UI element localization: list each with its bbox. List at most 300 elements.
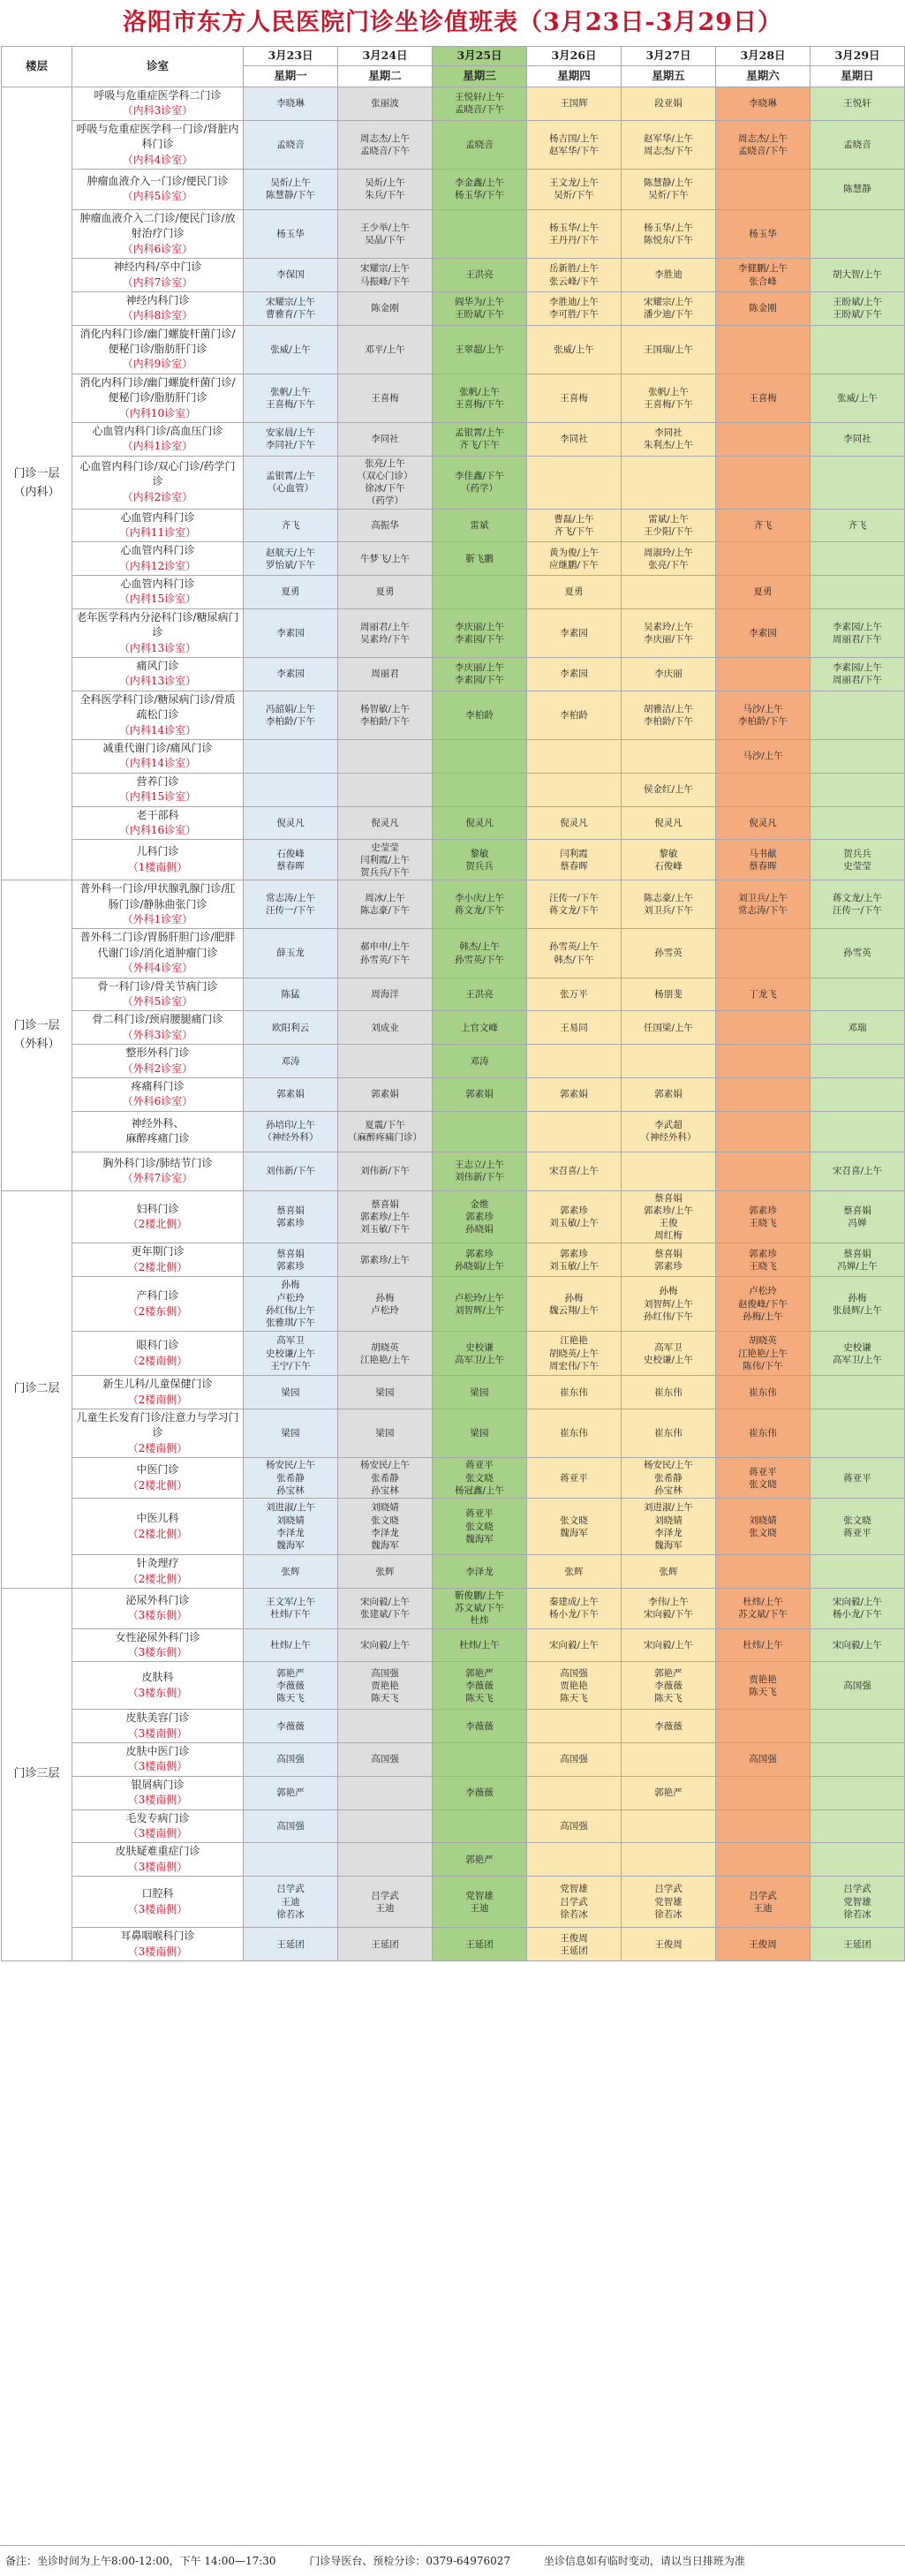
doctor-cell: 贺兵兵 史莹莹 <box>811 840 905 880</box>
schedule-row <box>2 1710 905 1743</box>
dept-cell <box>72 1045 244 1078</box>
dept-name: 减重代谢门诊/痛风门诊 <box>102 741 213 754</box>
dept-room: （内科12诊室） <box>118 559 197 572</box>
doctor-cell <box>622 739 716 773</box>
doctor-cell <box>433 739 527 773</box>
schedule-row <box>2 542 905 576</box>
doctor-cell: 王易同 <box>527 1011 622 1045</box>
doctor-cell: 张帆/上午 王喜梅/下午 <box>622 374 716 422</box>
doctor-cell: 雷斌/上午 王少阳/下午 <box>622 509 716 542</box>
weekday-header: 星期四 <box>527 66 622 87</box>
dept-room: （3楼南侧） <box>127 1902 188 1915</box>
doctor-cell: 安家晨/上午 李同社/下午 <box>244 423 338 457</box>
schedule-row <box>2 1078 905 1112</box>
doctor-cell <box>433 1809 527 1843</box>
schedule-row <box>2 1277 905 1332</box>
weekday-header: 星期五 <box>622 66 716 87</box>
dept-name: 中医儿科 <box>136 1512 179 1525</box>
dept-cell <box>72 374 244 422</box>
doctor-cell: 李素园 <box>244 608 338 657</box>
doctor-cell: 李柏龄 <box>433 691 527 739</box>
dept-room: （3楼东侧） <box>127 1609 188 1622</box>
doctor-cell: 史校谦 高军卫/上午 <box>433 1332 527 1376</box>
doctor-cell <box>811 773 905 806</box>
doctor-cell: 王文龙/上午 吴炘/下午 <box>527 169 622 209</box>
doctor-cell: 周丽君/上午 吴素玲/下午 <box>338 608 433 657</box>
dept-name: 女性泌尿外科门诊 <box>115 1630 200 1643</box>
schedule-row <box>2 120 905 169</box>
dept-room: （2楼南侧） <box>127 1354 188 1367</box>
schedule-row <box>2 209 905 258</box>
doctor-cell: 宋召喜/上午 <box>527 1152 622 1190</box>
doctor-cell: 陈慧静/上午 吴炘/下午 <box>622 169 716 209</box>
doctor-cell: 马沙/上午 李柏龄/下午 <box>716 691 811 739</box>
doctor-cell: 张帆/上午 王喜梅/下午 <box>433 374 527 422</box>
doctor-cell: 黎敏 石俊峰 <box>622 840 716 880</box>
dept-cell <box>72 773 244 806</box>
dept-cell <box>72 608 244 657</box>
doctor-cell: 邓瑞 <box>811 1011 905 1045</box>
dept-room: （内科7诊室） <box>122 276 193 289</box>
doctor-cell: 崔东伟 <box>527 1376 622 1409</box>
doctor-cell: 王文军/上午 杜炜/下午 <box>244 1588 338 1628</box>
doctor-cell: 梁园 <box>433 1409 527 1458</box>
doctor-cell: 吕学武 党智雄 徐若冰 <box>622 1877 716 1928</box>
doctor-cell: 孙梅 刘智辉/上午 孙红伟/下午 <box>622 1277 716 1332</box>
schedule-body <box>2 87 905 1961</box>
doctor-cell: 张辉 <box>244 1555 338 1589</box>
footer-notes <box>0 2545 905 2575</box>
doctor-cell: 邓平/上午 <box>338 325 433 374</box>
doctor-cell: 王国瑞/上午 <box>622 325 716 374</box>
doctor-cell: 高军卫 史校谦/上午 王宁/下午 <box>244 1332 338 1376</box>
doctor-cell: 李素园/上午 周丽君/下午 <box>811 608 905 657</box>
dept-room: （内科11诊室） <box>118 525 197 539</box>
doctor-cell: 杜炜/上午 <box>433 1628 527 1662</box>
dept-cell <box>72 840 244 880</box>
doctor-cell <box>244 1843 338 1877</box>
doctor-cell <box>527 1843 622 1877</box>
doctor-cell: 王俊周 <box>622 1928 716 1961</box>
dept-name: 儿科门诊 <box>136 845 179 858</box>
doctor-cell: 郭素娟 <box>338 1078 433 1112</box>
doctor-cell: 崔东伟 <box>622 1376 716 1409</box>
doctor-cell: 陈志豪/上午 刘卫兵/下午 <box>622 880 716 929</box>
doctor-cell: 齐飞 <box>811 509 905 542</box>
dept-room: （3楼南侧） <box>127 1860 188 1873</box>
schedule-row <box>2 259 905 292</box>
doctor-cell: 高国强 <box>244 1743 338 1777</box>
schedule-row <box>2 806 905 840</box>
dept-room: （内科14诊室） <box>118 757 197 770</box>
doctor-cell: 史校谦 高军卫/上午 <box>811 1332 905 1376</box>
doctor-cell: 夏勇 <box>716 576 811 609</box>
dept-cell <box>72 542 244 576</box>
dept-cell <box>72 120 244 169</box>
footer-phone: 门诊导医台、预检分诊：0379-64976027 <box>309 2555 511 2567</box>
doctor-cell: 刘晓婧 张文晓 <box>716 1499 811 1555</box>
dept-name: 产科门诊 <box>136 1289 179 1303</box>
doctor-cell: 宋向毅/上午 <box>527 1628 622 1662</box>
doctor-cell: 吕学武 党智雄 徐若冰 <box>811 1877 905 1928</box>
footer-hours: 备注：坐诊时间为上午8:00-12:00，下午 14:00—17:30 <box>5 2555 276 2567</box>
doctor-cell: 郭艳严 <box>433 1843 527 1877</box>
weekday-header: 星期日 <box>811 66 905 87</box>
doctor-cell: 张亮/上午 （双心门诊） 徐冰/下午 （药学） <box>338 456 433 509</box>
doctor-cell: 周志杰/上午 孟晓音/下午 <box>338 120 433 169</box>
dept-room: （内科3诊室） <box>122 104 193 117</box>
schedule-row <box>2 509 905 542</box>
doctor-cell: 蔡喜娟 郭素珍/上午 王俊 周红梅 <box>622 1190 716 1243</box>
dept-name: 老干部科 <box>136 808 179 821</box>
dept-name: 消化内科门诊/幽门螺旋杆菌门诊/便秘门诊/脂肪肝门诊 <box>79 327 236 356</box>
dept-name: 呼吸与危重症医学科二门诊 <box>94 89 222 102</box>
doctor-cell: 张威/上午 <box>527 325 622 374</box>
dept-room: （内科10诊室） <box>118 406 197 419</box>
doctor-cell: 靳飞鹏 <box>433 542 527 576</box>
dept-cell <box>72 1111 244 1152</box>
doctor-cell: 胡晓英 江艳艳/上午 陈伟/下午 <box>716 1332 811 1376</box>
doctor-cell <box>527 456 622 509</box>
doctor-cell: 上官文峰 <box>433 1011 527 1045</box>
dept-room: （2楼北侧） <box>127 1478 188 1492</box>
doctor-cell: 王喜梅 <box>338 374 433 422</box>
doctor-cell: 宋耀宗/上午 马振峰/下午 <box>338 259 433 292</box>
doctor-cell <box>811 1743 905 1777</box>
doctor-cell: 崔东伟 <box>716 1376 811 1409</box>
dept-cell <box>72 739 244 773</box>
doctor-cell: 王洪亮 <box>433 259 527 292</box>
dept-name: 普外科二门诊/胃肠肝胆门诊/肥胖代谢门诊/消化道肿瘤门诊 <box>79 931 236 959</box>
dept-room: （2楼北侧） <box>127 1260 188 1273</box>
doctor-cell: 陈慧静 <box>811 169 905 209</box>
dept-cell <box>72 1078 244 1112</box>
dept-header: 诊室 <box>72 47 244 87</box>
doctor-cell: 冯韶娟/上午 李柏龄/下午 <box>244 691 338 739</box>
doctor-cell: 王延团 <box>433 1928 527 1961</box>
schedule-row <box>2 423 905 457</box>
doctor-cell: 李薇薇 <box>433 1710 527 1743</box>
dept-cell <box>72 509 244 542</box>
doctor-cell: 李素园 <box>527 608 622 657</box>
doctor-cell <box>338 1045 433 1078</box>
schedule-row <box>2 929 905 978</box>
dept-name: 皮肤疑难重症门诊 <box>115 1845 200 1858</box>
doctor-cell: 李庆丽/上午 李素园/下午 <box>433 608 527 657</box>
dept-room: （外科1诊室） <box>122 913 193 926</box>
doctor-cell: 高国强 <box>527 1809 622 1843</box>
dept-name: 神经内科/卒中门诊 <box>113 261 202 274</box>
date-header: 3月28日 <box>716 47 811 66</box>
doctor-cell: 郭素珍/上午 <box>338 1243 433 1277</box>
doctor-cell: 王延团 <box>244 1928 338 1961</box>
dept-cell <box>72 1662 244 1710</box>
schedule-row <box>2 840 905 880</box>
doctor-cell: 蒋亚平 张文晓 <box>716 1458 811 1499</box>
doctor-cell: 李同社 朱利杰/上午 <box>622 423 716 457</box>
doctor-cell: 秦建成/上午 杨小龙/下午 <box>527 1588 622 1628</box>
doctor-cell <box>811 1555 905 1589</box>
doctor-cell: 高国强 <box>811 1662 905 1710</box>
doctor-cell: 杜炜/上午 <box>244 1628 338 1662</box>
doctor-cell: 李薇薇 <box>244 1710 338 1743</box>
dept-cell <box>72 1843 244 1877</box>
doctor-cell: 高振华 <box>338 509 433 542</box>
doctor-cell: 孙梅 卢松玲 <box>338 1277 433 1332</box>
dept-cell <box>72 1809 244 1843</box>
doctor-cell: 刘晓婧 张文晓 李泽龙 魏海军 <box>338 1499 433 1555</box>
doctor-cell: 郭素珍 刘玉敏/上午 <box>527 1190 622 1243</box>
dept-room: （3楼南侧） <box>127 1794 188 1807</box>
doctor-cell <box>527 773 622 806</box>
dept-cell <box>72 1277 244 1332</box>
schedule-row <box>2 1877 905 1928</box>
date-header: 3月25日 <box>433 47 527 66</box>
doctor-cell: 李素园 <box>244 658 338 691</box>
dept-cell <box>72 87 244 121</box>
doctor-cell: 陈金刚 <box>338 291 433 325</box>
doctor-cell: 孙培印/上午 （神经外科） <box>244 1111 338 1152</box>
dept-cell <box>72 978 244 1011</box>
dept-cell <box>72 1555 244 1589</box>
doctor-cell <box>811 542 905 576</box>
doctor-cell <box>338 1710 433 1743</box>
doctor-cell: 宋向毅/上午 张建斌/下午 <box>338 1588 433 1628</box>
dept-room: （外科4诊室） <box>122 962 193 975</box>
doctor-cell: 胡雅洁/上午 李柏龄/下午 <box>622 691 716 739</box>
doctor-cell: 李同社 <box>338 423 433 457</box>
schedule-row <box>2 1243 905 1277</box>
floor-label: 门诊三层 <box>2 1588 72 1960</box>
doctor-cell: 高国强 <box>527 1743 622 1777</box>
doctor-cell: 郭素娟 <box>622 1078 716 1112</box>
doctor-cell: 赵军华/上午 周志杰/下午 <box>622 120 716 169</box>
doctor-cell <box>527 1111 622 1152</box>
doctor-cell <box>716 1710 811 1743</box>
schedule-row <box>2 1588 905 1628</box>
dept-room: （2楼南侧） <box>127 1441 188 1454</box>
doctor-cell: 刘进淑/上午 刘晓婧 李泽龙 魏海军 <box>244 1499 338 1555</box>
doctor-cell: 王喜梅 <box>716 374 811 422</box>
dept-cell <box>72 1499 244 1555</box>
schedule-row <box>2 456 905 509</box>
doctor-cell: 宋耀宗/上午 曹雅育/下午 <box>244 291 338 325</box>
dept-name: 泌尿外科门诊 <box>125 1593 190 1606</box>
doctor-cell: 王悦轩 <box>811 87 905 121</box>
doctor-cell: 张威/上午 <box>244 325 338 374</box>
doctor-cell <box>716 1152 811 1190</box>
doctor-cell <box>811 1078 905 1112</box>
doctor-cell: 郝申申/上午 孙雪英/下午 <box>338 929 433 978</box>
doctor-cell: 史莹莹 闫利霞/上午 贺兵兵/下午 <box>338 840 433 880</box>
doctor-cell: 齐飞 <box>244 509 338 542</box>
doctor-cell: 吴素玲/上午 李庆丽/下午 <box>622 608 716 657</box>
doctor-cell: 杨安民/上午 张希静 孙宝林 <box>622 1458 716 1499</box>
schedule-table <box>1 46 905 1961</box>
doctor-cell <box>811 691 905 739</box>
schedule-row <box>2 1332 905 1376</box>
schedule-row <box>2 880 905 929</box>
date-header: 3月27日 <box>622 47 716 66</box>
dept-room: （2楼北侧） <box>127 1218 188 1231</box>
dept-room: （2楼南侧） <box>127 1393 188 1406</box>
dept-cell <box>72 1588 244 1628</box>
doctor-cell <box>811 978 905 1011</box>
doctor-cell: 孟晓音 <box>433 120 527 169</box>
dept-room: （内科15诊室） <box>118 790 197 804</box>
doctor-cell: 马沙/上午 <box>716 739 811 773</box>
doctor-cell: 李保国 <box>244 259 338 292</box>
doctor-cell <box>338 739 433 773</box>
doctor-cell: 梁园 <box>244 1376 338 1409</box>
doctor-cell: 陈猛 <box>244 978 338 1011</box>
dept-room: （2楼北侧） <box>127 1572 188 1585</box>
doctor-cell: 倪灵凡 <box>244 806 338 840</box>
doctor-cell <box>716 542 811 576</box>
doctor-cell: 刘成业 <box>338 1011 433 1045</box>
doctor-cell: 孟晓音 <box>244 120 338 169</box>
doctor-cell: 宋向毅/上午 杨小龙/下午 <box>811 1588 905 1628</box>
doctor-cell <box>716 169 811 209</box>
dept-room: （3楼东侧） <box>127 1686 188 1699</box>
dept-cell <box>72 806 244 840</box>
doctor-cell: 王俊周 王延团 <box>527 1928 622 1961</box>
weekday-header: 星期三 <box>433 66 527 87</box>
doctor-cell: 郭素娟 <box>527 1078 622 1112</box>
doctor-cell: 蔡喜娟 郭素珍 <box>244 1190 338 1243</box>
doctor-cell: 郭素珍 刘玉敏/上午 <box>527 1243 622 1277</box>
schedule-row <box>2 1928 905 1961</box>
doctor-cell: 李佳鑫/下午 （药学） <box>433 456 527 509</box>
doctor-cell <box>716 325 811 374</box>
date-header: 3月29日 <box>811 47 905 66</box>
dept-name: 中医门诊 <box>136 1463 179 1477</box>
doctor-cell: 孙梅 卢松玲 孙红伟/上午 张雅琪/下午 <box>244 1277 338 1332</box>
dept-name: 新生儿科/儿童保健门诊 <box>102 1378 213 1391</box>
doctor-cell: 倪灵凡 <box>527 806 622 840</box>
doctor-cell: 张威/上午 <box>811 374 905 422</box>
doctor-cell: 周冰/上午 陈志豪/下午 <box>338 880 433 929</box>
doctor-cell: 李武超 （神经外科） <box>622 1111 716 1152</box>
doctor-cell: 卢松玲 赵俊峰/下午 孙梅/上午 <box>716 1277 811 1332</box>
doctor-cell: 夏震/下午 （麻醉疼痛门诊） <box>338 1111 433 1152</box>
doctor-cell: 陈金刚 <box>716 291 811 325</box>
doctor-cell: 李庆丽/上午 李素园/下午 <box>433 658 527 691</box>
doctor-cell <box>433 773 527 806</box>
doctor-cell: 李胜迪/上午 李可胜/下午 <box>527 291 622 325</box>
schedule-row <box>2 169 905 209</box>
doctor-cell: 刘伟新/下午 <box>244 1152 338 1190</box>
doctor-cell: 周淑玲/上午 张亮/下午 <box>622 542 716 576</box>
doctor-cell: 岳新胜/上午 张云峰/下午 <box>527 259 622 292</box>
dept-name: 皮肤科 <box>141 1671 174 1684</box>
doctor-cell: 任国梁/上午 <box>622 1011 716 1045</box>
doctor-cell: 李素园 <box>527 658 622 691</box>
doctor-cell <box>338 1809 433 1843</box>
doctor-cell <box>244 739 338 773</box>
doctor-cell: 王延团 <box>338 1928 433 1961</box>
schedule-row <box>2 576 905 609</box>
doctor-cell: 蒋亚平 <box>527 1458 622 1499</box>
dept-name: 皮肤中医门诊 <box>125 1745 190 1758</box>
schedule-row <box>2 374 905 422</box>
dept-name: 儿童生长发育门诊/注意力与学习门诊 <box>76 1411 239 1439</box>
doctor-cell <box>338 1776 433 1809</box>
doctor-cell: 张文晓 蒋亚平 <box>811 1499 905 1555</box>
dept-cell <box>72 1458 244 1499</box>
doctor-cell: 马书献 蔡春晖 <box>716 840 811 880</box>
dept-cell <box>72 929 244 978</box>
doctor-cell <box>716 929 811 978</box>
doctor-cell: 党智雄 王迪 <box>433 1877 527 1928</box>
dept-name: 心血管内科门诊/高血压门诊 <box>92 425 223 438</box>
doctor-cell <box>811 456 905 509</box>
dept-room: （内科9诊室） <box>122 358 193 371</box>
dept-name: 胸外科门诊/肺结节门诊 <box>102 1156 213 1169</box>
dept-cell <box>72 1190 244 1243</box>
doctor-cell: 杨朋斐 <box>622 978 716 1011</box>
dept-name: 呼吸与危重症医学科一门诊/肾脏内科门诊 <box>76 122 239 151</box>
doctor-cell: 李胜迪 <box>622 259 716 292</box>
doctor-cell: 李素园 <box>716 608 811 657</box>
doctor-cell: 高国强 贾艳艳 陈天飞 <box>338 1662 433 1710</box>
schedule-row <box>2 291 905 325</box>
doctor-cell: 张丽波 <box>338 87 433 121</box>
dept-cell <box>72 576 244 609</box>
doctor-cell <box>338 773 433 806</box>
doctor-cell: 李金鑫/上午 杨玉华/下午 <box>433 169 527 209</box>
dept-name: 整形外科门诊 <box>125 1046 190 1060</box>
doctor-cell <box>811 1809 905 1843</box>
dept-room: （1楼南侧） <box>127 860 188 873</box>
doctor-cell: 蔡喜娟 郭素珍 <box>244 1243 338 1277</box>
dept-name: 心血管内科门诊 <box>120 510 195 524</box>
dept-name: 普外科一门诊/甲状腺乳腺门诊/肛肠门诊/静脉曲张门诊 <box>79 882 236 910</box>
doctor-cell: 靳俊鹏/上午 苏文斌/下午 杜炜 <box>433 1588 527 1628</box>
dept-room: （外科2诊室） <box>122 1061 193 1075</box>
doctor-cell <box>527 1710 622 1743</box>
dept-name: 肿瘤血液介入二门诊/便民门诊/放射治疗门诊 <box>79 211 236 240</box>
dept-name: 眼科门诊 <box>136 1339 179 1352</box>
doctor-cell: 蒋亚平 张文晓 杨冠鑫/上午 <box>433 1458 527 1499</box>
doctor-cell: 夏勇 <box>527 576 622 609</box>
doctor-cell <box>716 456 811 509</box>
doctor-cell: 梁园 <box>244 1409 338 1458</box>
doctor-cell: 蔡喜娟 冯婵 <box>811 1190 905 1243</box>
dept-cell <box>72 1243 244 1277</box>
doctor-cell <box>622 1809 716 1843</box>
doctor-cell: 杨安民/上午 张希静 孙宝林 <box>338 1458 433 1499</box>
weekday-header: 星期一 <box>244 66 338 87</box>
schedule-row <box>2 1011 905 1045</box>
dept-room: （内科2诊室） <box>122 490 193 503</box>
dept-room: （内科1诊室） <box>122 440 193 453</box>
doctor-cell: 宋向毅/上午 <box>338 1628 433 1662</box>
doctor-cell: 丁龙飞 <box>716 978 811 1011</box>
doctor-cell: 高国强 <box>338 1743 433 1777</box>
doctor-cell: 吕学武 王迪 徐若冰 <box>244 1877 338 1928</box>
doctor-cell <box>811 739 905 773</box>
doctor-cell <box>716 1555 811 1589</box>
doctor-cell: 周志杰/上午 孟晓音/下午 <box>716 120 811 169</box>
doctor-cell: 王志立/上午 刘伟新/下午 <box>433 1152 527 1190</box>
dept-room: （内科5诊室） <box>122 190 193 203</box>
doctor-cell: 王喜梅 <box>527 374 622 422</box>
doctor-cell <box>716 1011 811 1045</box>
doctor-cell: 张辉 <box>622 1555 716 1589</box>
schedule-row <box>2 1555 905 1589</box>
doctor-cell: 王俊周 <box>716 1928 811 1961</box>
